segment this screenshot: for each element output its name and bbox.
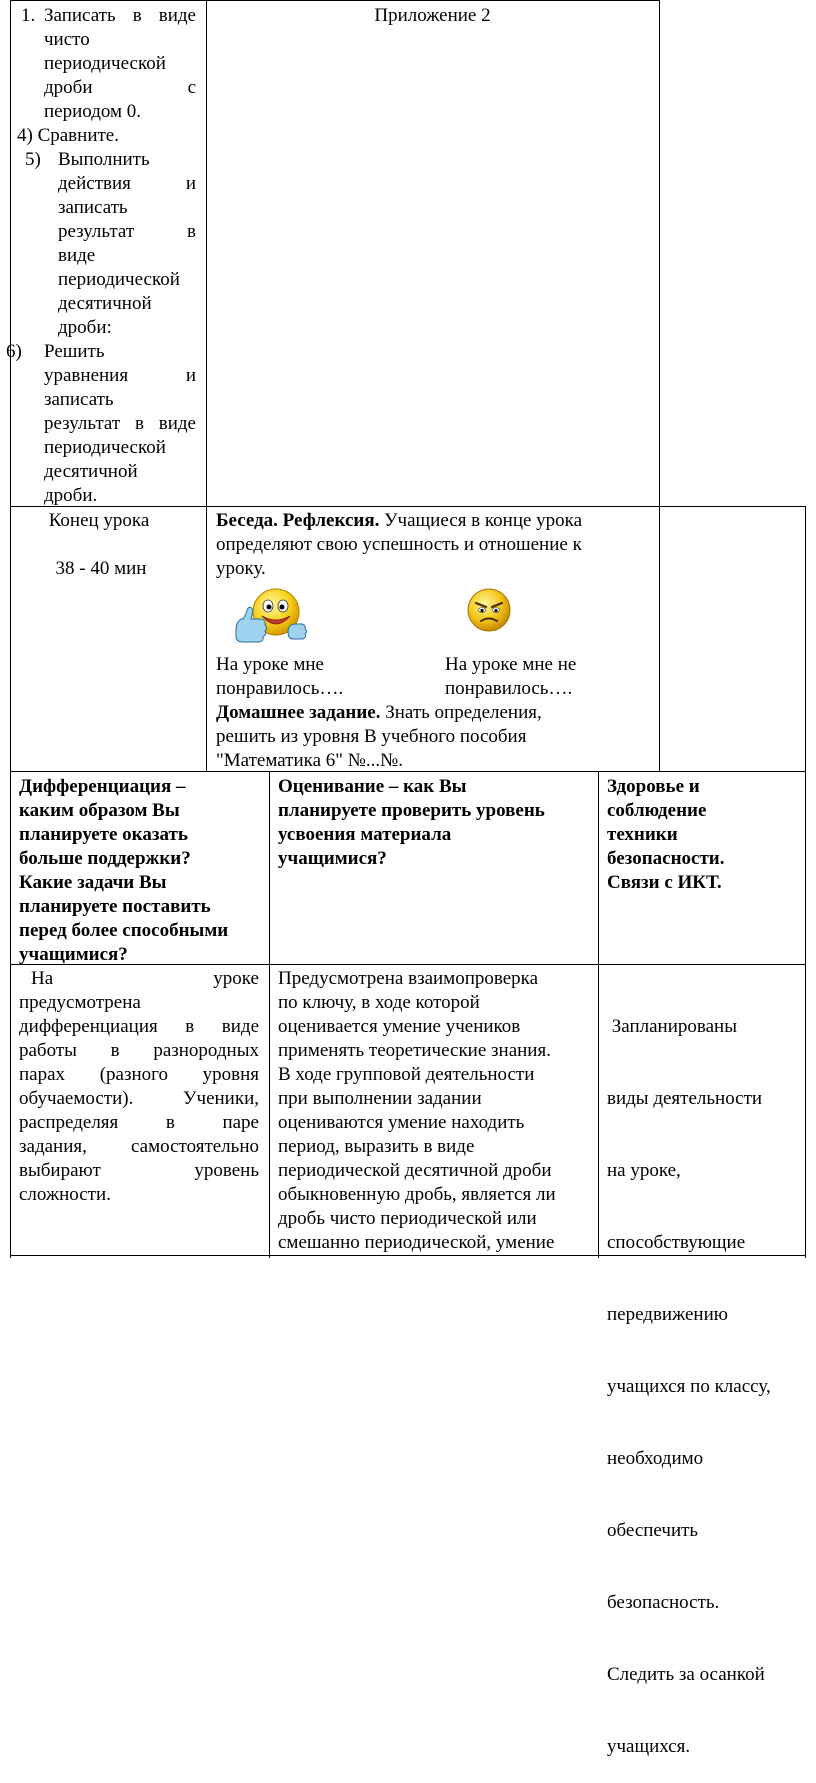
body-line: В ходе групповой деятельности	[278, 1064, 535, 1085]
task-line: виде	[58, 245, 96, 266]
body-line: сложности.	[19, 1184, 111, 1205]
appendix-label: Приложение 2	[374, 5, 491, 26]
body-line: способствующие	[607, 1232, 746, 1253]
body-line: учащихся.	[607, 1736, 691, 1757]
task-line: записать	[44, 389, 114, 410]
stage-cell	[10, 506, 206, 771]
body-line: обеспечить	[607, 1520, 699, 1541]
header-line: Дифференциация –	[19, 776, 186, 797]
smiley-thumbs-up-icon	[230, 586, 308, 648]
body-line: необходимо	[607, 1448, 704, 1469]
header-line: учащимися?	[19, 944, 128, 965]
body-line: Следить за осанкой	[607, 1664, 765, 1685]
header-line: каким образом Вы	[19, 800, 180, 821]
header-line: больше поддержки?	[19, 848, 191, 869]
liked-line: понравилось….	[216, 678, 344, 699]
reflection-cell	[216, 506, 656, 771]
health-safety-header	[607, 775, 802, 895]
grid-line	[659, 0, 660, 772]
body-line: смешанно периодической, умение	[278, 1232, 555, 1253]
task-line: Выполнить	[58, 149, 150, 170]
grid-line	[10, 772, 11, 1258]
body-line: распределяя в паре	[19, 1112, 259, 1133]
differentiation-text	[19, 967, 259, 1207]
body-line: обучаемости). Ученики,	[19, 1088, 259, 1109]
task-item-5	[58, 148, 196, 340]
header-line: Здоровье и	[607, 776, 700, 797]
task-line: записать	[58, 197, 128, 218]
stage-name: Конец урока	[48, 510, 150, 531]
body-line: Запланированы	[607, 1016, 737, 1037]
task-line: десятичной	[58, 293, 152, 314]
task-line: периодической	[58, 269, 180, 290]
header-line: Какие задачи Вы	[19, 872, 167, 893]
task-line: периодической	[44, 437, 166, 458]
body-line: парах (разного уровня	[19, 1064, 259, 1085]
body-line: виды деятельности	[607, 1088, 763, 1109]
homework-line: решить из уровня В учебного пособия	[216, 726, 527, 747]
task-number: 1.	[21, 5, 36, 26]
reflection-text	[216, 509, 656, 533]
body-line: на уроке,	[607, 1160, 681, 1181]
grid-line	[598, 772, 599, 1258]
grid-line	[805, 772, 806, 1258]
task-line: периодом 0.	[44, 101, 142, 122]
reflection-heading: Беседа. Рефлексия.	[216, 510, 380, 531]
task-line: десятичной	[44, 461, 138, 482]
body-line: дифференциация в виде	[19, 1016, 259, 1037]
health-safety-text	[607, 967, 802, 1783]
disliked-line: На уроке мне не	[445, 654, 577, 675]
assessment-header	[278, 775, 594, 871]
task-line: периодической	[44, 53, 166, 74]
grid-line	[805, 506, 806, 772]
task-line: чисто	[44, 29, 90, 50]
task-line: действия и	[58, 173, 196, 194]
body-line: применять теоретические знания.	[278, 1040, 551, 1061]
task-line: результат в	[58, 221, 196, 242]
task-list-cell	[6, 0, 206, 506]
grid-line	[269, 772, 270, 1258]
header-line: учащимися?	[278, 848, 387, 869]
body-line: период, выразить в виде	[278, 1136, 475, 1157]
task-line: дроби с	[44, 77, 196, 98]
smiley-frown-icon	[465, 586, 513, 634]
homework-line: Знать определения,	[380, 702, 542, 723]
task-item-4	[17, 124, 119, 148]
differentiation-header	[19, 775, 264, 967]
task-line: Записать в виде	[44, 5, 196, 26]
task-line: Решить	[44, 341, 105, 362]
body-line: На уроке	[31, 968, 259, 989]
task-line: дроби:	[58, 317, 112, 338]
header-line: планируете оказать	[19, 824, 188, 845]
task-line: дроби.	[44, 485, 98, 506]
body-line: обыкновенную дробь, является ли	[278, 1184, 556, 1205]
header-line: Связи с ИКТ.	[607, 872, 722, 893]
task-item-6	[44, 340, 196, 508]
header-line: безопасности.	[607, 848, 725, 869]
task-line: Сравните.	[37, 125, 119, 146]
task-number: 5)	[25, 149, 41, 170]
body-line: задания, самостоятельно	[19, 1136, 259, 1157]
liked-line: На уроке мне	[216, 654, 324, 675]
task-number: 4)	[17, 125, 33, 146]
body-line: предусмотрена	[19, 992, 141, 1013]
header-line: планируете проверить уровень	[278, 800, 545, 821]
assessment-text	[278, 967, 594, 1255]
body-line: периодической десятичной дроби	[278, 1160, 552, 1181]
header-line: Оценивание – как Вы	[278, 776, 467, 797]
reflection-line: определяют свою успешность и отношение к	[216, 534, 582, 555]
disliked-caption	[445, 653, 576, 701]
body-line: выбирают уровень	[19, 1160, 259, 1181]
task-line: результат в виде	[44, 413, 196, 434]
body-line: безопасность.	[607, 1592, 720, 1613]
task-item-1	[44, 4, 196, 124]
homework	[216, 701, 656, 773]
task-line: уравнения и	[44, 365, 196, 386]
header-line: соблюдение	[607, 800, 707, 821]
body-line: оцениваются умение находить	[278, 1112, 525, 1133]
disliked-line: понравилось….	[445, 678, 573, 699]
homework-heading: Домашнее задание.	[216, 702, 381, 723]
liked-caption	[216, 653, 343, 701]
body-line: учащихся по классу,	[607, 1376, 771, 1397]
body-line: оценивается умение учеников	[278, 1016, 521, 1037]
body-line: при выполнении задании	[278, 1088, 482, 1109]
header-line: техники	[607, 824, 678, 845]
header-line: планируете поставить	[19, 896, 211, 917]
body-line: по ключу, в ходе которой	[278, 992, 480, 1013]
body-line: Предусмотрена взаимопроверка	[278, 968, 539, 989]
body-line: передвижению	[607, 1304, 728, 1325]
appendix-cell	[206, 0, 659, 506]
task-number: 6)	[6, 341, 22, 362]
body-line: дробь чисто периодической или	[278, 1208, 537, 1229]
reflection-line: уроку.	[216, 558, 266, 579]
header-line: усвоения материала	[278, 824, 452, 845]
reflection-line: Учащиеся в конце урока	[379, 510, 583, 531]
homework-line: "Математика 6" №...№.	[216, 750, 404, 771]
stage-time: 38 - 40 мин	[55, 558, 147, 579]
header-line: перед более способными	[19, 920, 229, 941]
body-line: работы в разнородных	[19, 1040, 259, 1061]
